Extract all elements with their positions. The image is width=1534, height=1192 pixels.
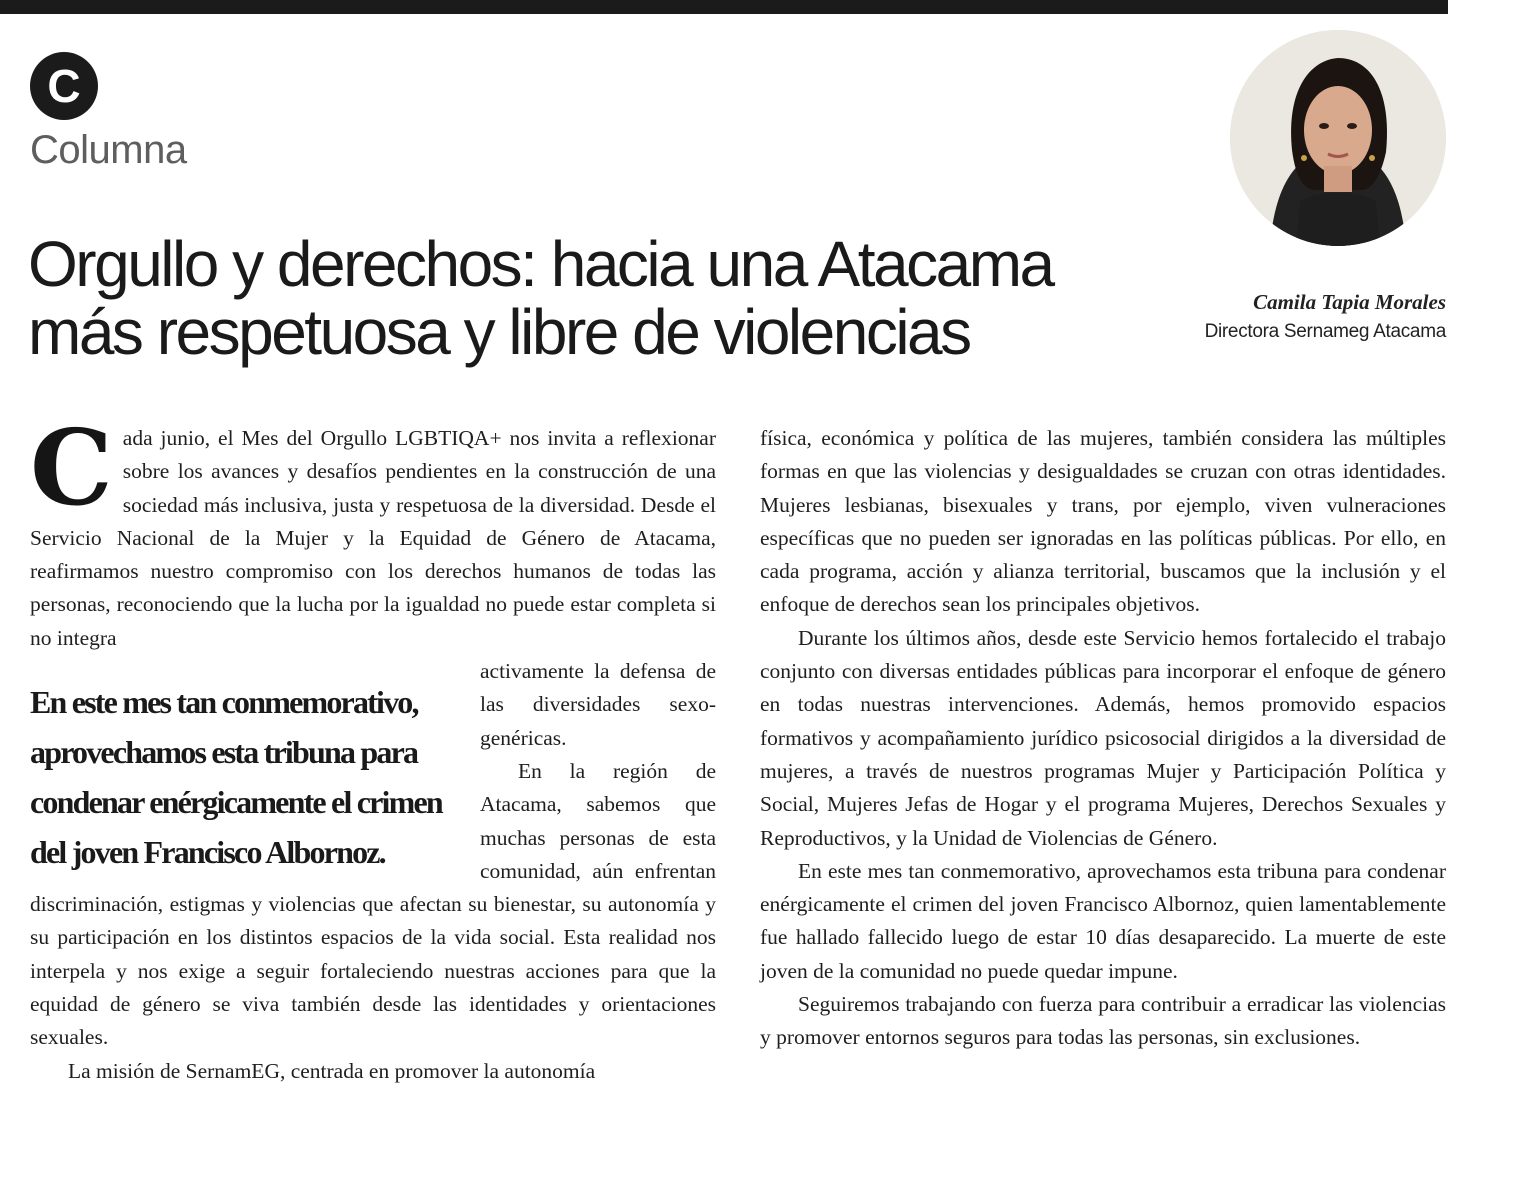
section-label: Columna [30,128,187,172]
paragraph-6: Seguiremos trabajando con fuerza para contribuir a erradicar las violencias y promover entornos seguros para todas las personas, sin exclusiones. [760,992,1446,1050]
paragraph-3-start: La misión de SernamEG, centrada en promover la autonomía [68,1058,596,1083]
pull-quote: En este mes tan conmemorativo, aprovechamos esta tribuna para condenar enérgicamente el crimen del joven Francisco Albornoz. [30,684,442,871]
author-role: Directora Sernameg Atacama [1204,321,1446,342]
drop-cap: C [30,406,113,529]
article-column-1 [30,406,716,1088]
column-badge [30,52,98,120]
author-block [1205,290,1446,343]
paragraph-5: En este mes tan conmemorativo, aprovechamos esta tribuna para condenar enérgicamente el crimen del joven Francisco Albornoz, quien lamentablemente fue hallado fallecido luego de estar 10 días desaparecido. La muerte de este joven de la comunidad no puede quedar impune. [760,858,1446,983]
top-rule [0,0,1448,14]
article-column-2 [760,422,1446,1055]
author-photo [1230,30,1446,246]
headline-line-2: más respetuosa y libre de violencias [28,296,970,368]
paragraph-4: Durante los últimos años, desde este Servicio hemos fortalecido el trabajo conjunto con diversas entidades públicas para incorporar el enfoque de género en todas nuestras intervenciones. Además, hemos promovido espacios formativos y acompañamiento jurídico psicosocial dirigidos a la diversidad de mujeres, a través de nuestros programas Mujer y Participación Política y Social, Mujeres Jefas de Hogar y el programa Mujeres, Derechos Sexuales y Reproductivos, y la Unidad de Violencias de Género. [760,625,1446,850]
headline [28,230,1148,366]
paragraph-2: En la región de Atacama, sabemos que muchas personas de esta comunidad, aún enfrentan discriminación, estigmas y violencias que afectan su bienestar, su autonomía y su participación en los distintos espacios de la vida social. Esta realidad nos interpela y nos exige a seguir fortaleciendo nuestras acciones para que la equidad de género se viva también desde las identidades y orientaciones sexuales. [30,758,716,1050]
author-portrait-icon [1230,30,1446,246]
paragraph-1-start: ada junio, el Mes del Orgullo LGBTIQA+ nos invita a reflexionar sobre los avances y desafíos pendientes en la construcción de una sociedad más inclusiva, justa y respetuosa de la diversidad. Desde el Servicio Nacional de la Mujer y la Equidad de Género de Atacama, reafirmamos nuestro compromiso con los derechos humanos de todas las personas, reconociendo que la lucha por la igualdad no puede estar completa si no integra [30,426,716,650]
column-badge-letter: C [47,60,81,112]
headline-line-1: Orgullo y derechos: hacia una Atacama [28,228,1053,300]
author-name: Camila Tapia Morales [1253,290,1446,314]
paragraph-1-end: activamente la defensa de las diversidades sexo-genéricas. [480,659,716,750]
paragraph-3-continued: física, económica y política de las mujeres, también considera las múltiples formas en que las violencias y desigualdades se cruzan con otras identidades. Mujeres lesbianas, bisexuales y trans, por ejemplo, viven vulneraciones específicas que no pueden ser ignoradas en las políticas públicas. Por ello, en cada programa, acción y alianza territorial, buscamos que la inclusión y el enfoque de derechos sean los principales objetivos. [760,426,1446,617]
